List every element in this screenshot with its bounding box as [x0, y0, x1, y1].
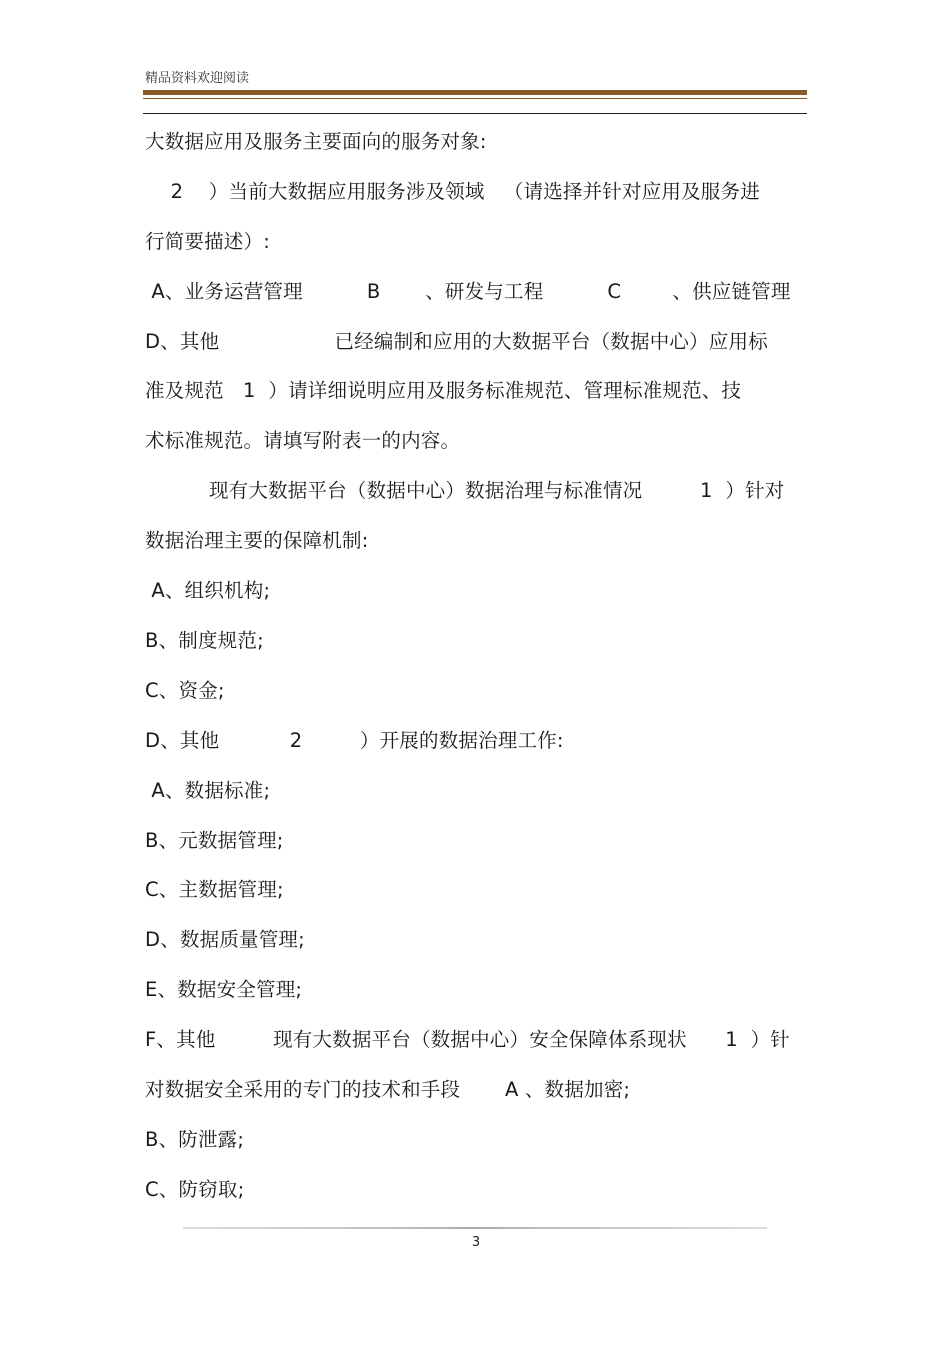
text-line: A、组织机构; — [145, 579, 271, 602]
header-rule — [143, 90, 807, 95]
text-line: 准及规范 1 ）请详细说明应用及服务标准规范、管理标准规范、技 — [145, 379, 742, 402]
text-line: C、主数据管理; — [145, 878, 284, 901]
text-line: 行简要描述）: — [145, 230, 270, 253]
text-line: B、防泄露; — [145, 1128, 245, 1151]
text-line: B、元数据管理; — [145, 829, 284, 852]
text-line: F、其他 现有大数据平台（数据中心）安全保障体系现状 1 ）针 — [145, 1028, 790, 1051]
text-line: B、制度规范; — [145, 629, 264, 652]
text-line: C、资金; — [145, 679, 225, 702]
text-line: E、数据安全管理; — [145, 978, 303, 1001]
text-line: 大数据应用及服务主要面向的服务对象: — [145, 130, 487, 153]
text-line: D、其他 已经编制和应用的大数据平台（数据中心）应用标 — [145, 330, 768, 353]
text-line: A、数据标准; — [145, 779, 271, 802]
page-number: 3 — [471, 1235, 481, 1250]
text-line: 术标准规范。请填写附表一的内容。 — [145, 429, 461, 452]
header-title: 精品资料欢迎阅读 — [145, 71, 250, 86]
text-line: D、数据质量管理; — [145, 928, 305, 951]
text-line: 对数据安全采用的专门的技术和手段 A 、数据加密; — [145, 1078, 631, 1101]
header-rule-secondary — [143, 98, 807, 99]
text-line: D、其他 2 ）开展的数据治理工作: — [145, 729, 564, 752]
header-divider — [143, 113, 807, 114]
text-line: A、业务运营管理 B 、研发与工程 C 、供应链管理 — [145, 280, 791, 303]
text-line: 数据治理主要的保障机制: — [145, 529, 369, 552]
text-line: 2 ）当前大数据应用服务涉及领域 （请选择并针对应用及服务进 — [145, 180, 760, 203]
footer-rule — [183, 1227, 767, 1229]
text-line: 现有大数据平台（数据中心）数据治理与标准情况 1 ）针对 — [145, 479, 785, 502]
text-line: C、防窃取; — [145, 1178, 245, 1201]
